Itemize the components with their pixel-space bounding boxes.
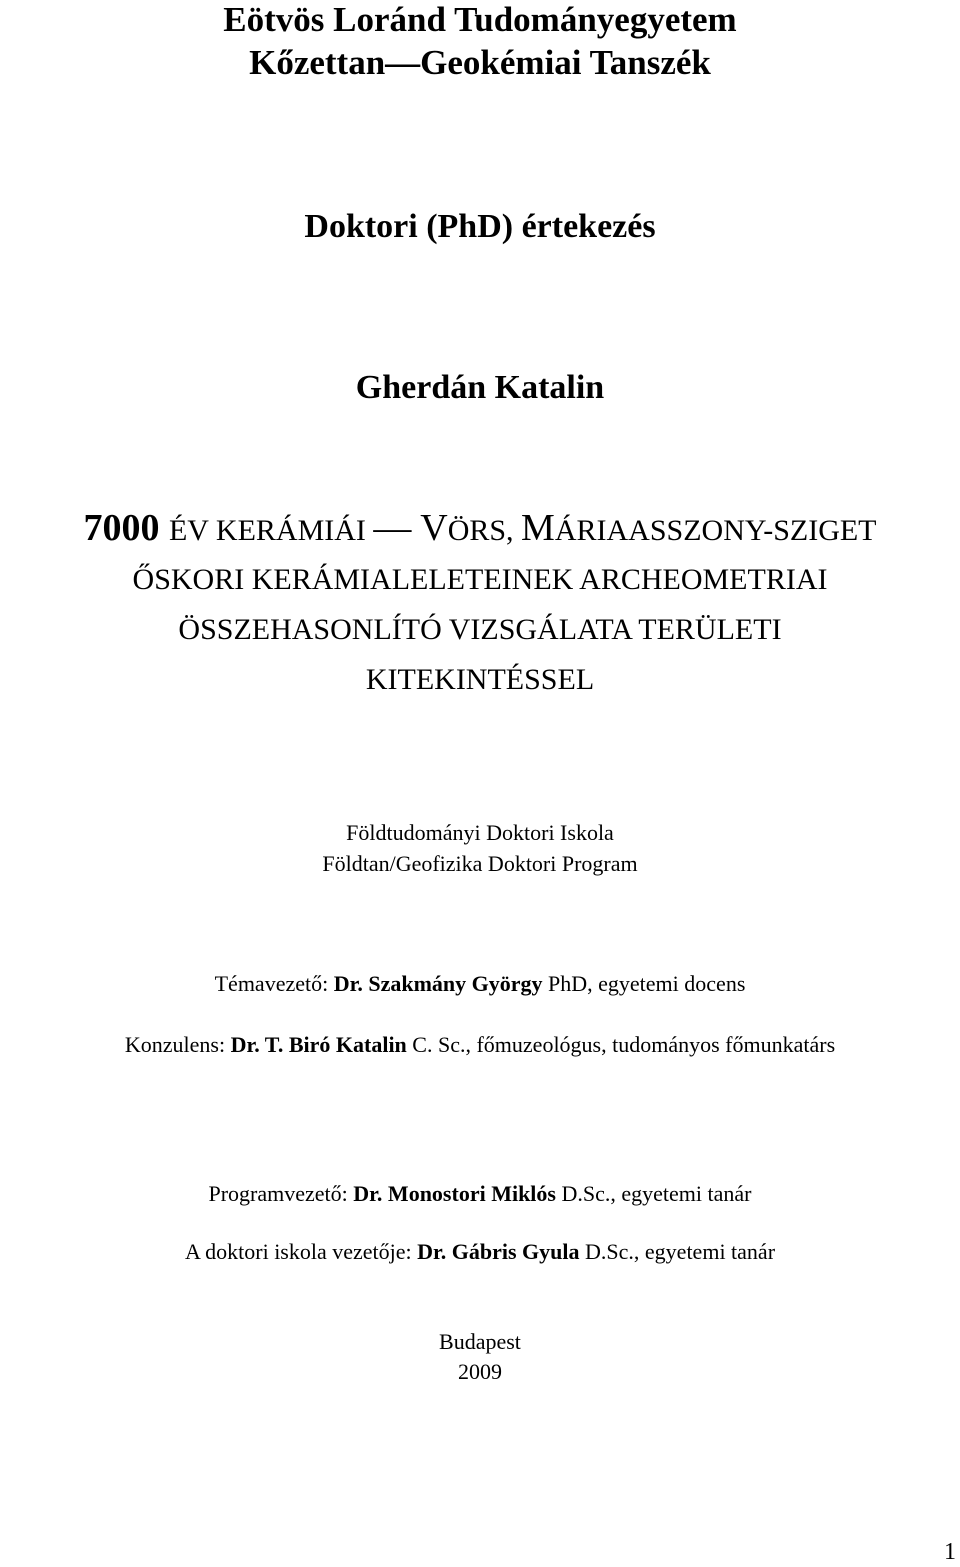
thesis-title-part: 7000 (83, 507, 169, 549)
university-name: Eötvös Loránd Tudományegyetem (223, 0, 737, 39)
publication-place: Budapest (439, 1329, 521, 1354)
program-leader-name: Dr. Monostori Miklós (353, 1181, 556, 1206)
school-leader-title: D.Sc., egyetemi tanár (579, 1239, 776, 1264)
supervisor-name: Dr. Szakmány György (333, 971, 543, 996)
thesis-title-part: — V (373, 507, 448, 549)
thesis-title-part: ÉV KERÁMIÁI (168, 514, 374, 547)
school-leader-name: Dr. Gábris Gyula (417, 1239, 580, 1264)
program-leader-title: D.Sc., egyetemi tanár (555, 1181, 752, 1206)
author-name: Gherdán Katalin (355, 369, 605, 406)
consultant-title: C. Sc., főmuzeológus, tudományos főmunkatárs (406, 1032, 836, 1057)
program-leader-label: Programvezető: (208, 1181, 354, 1206)
department-name: Kőzettan—Geokémiai Tanszék (249, 43, 711, 82)
thesis-title-line-1 (0, 509, 960, 547)
publication-year: 2009 (458, 1359, 502, 1384)
supervisor-title: PhD, egyetemi docens (542, 971, 746, 996)
consultant-label: Konzulens: (124, 1032, 231, 1057)
consultant-name: Dr. T. Biró Katalin (230, 1032, 407, 1057)
thesis-title-part: ÁRIAASSZONY-SZIGET (554, 514, 877, 547)
page-number: 1 (944, 1539, 956, 1565)
thesis-title-line-2: ŐSKORI KERÁMIALELETEINEK ARCHEOMETRIAI (132, 563, 828, 596)
thesis-title-line-4: KITEKINTÉSSEL (365, 663, 595, 696)
doctoral-school-name: Földtudományi Doktori Iskola (346, 820, 614, 845)
supervisor-line (0, 973, 960, 995)
school-leader-line (0, 1241, 960, 1263)
school-leader-label: A doktori iskola vezetője: (184, 1239, 418, 1264)
consultant-line (0, 1034, 960, 1056)
thesis-title-part: M (521, 507, 555, 549)
doctoral-program-name: Földtan/Geofizika Doktori Program (322, 851, 638, 876)
thesis-title-line-3: ÖSSZEHASONLÍTÓ VIZSGÁLATA TERÜLETI (178, 613, 782, 646)
program-leader-line (0, 1183, 960, 1205)
document-type: Doktori (PhD) értekezés (304, 208, 656, 245)
supervisor-label: Témavezető: (214, 971, 334, 996)
thesis-title-part: ÖRS, (447, 514, 522, 547)
